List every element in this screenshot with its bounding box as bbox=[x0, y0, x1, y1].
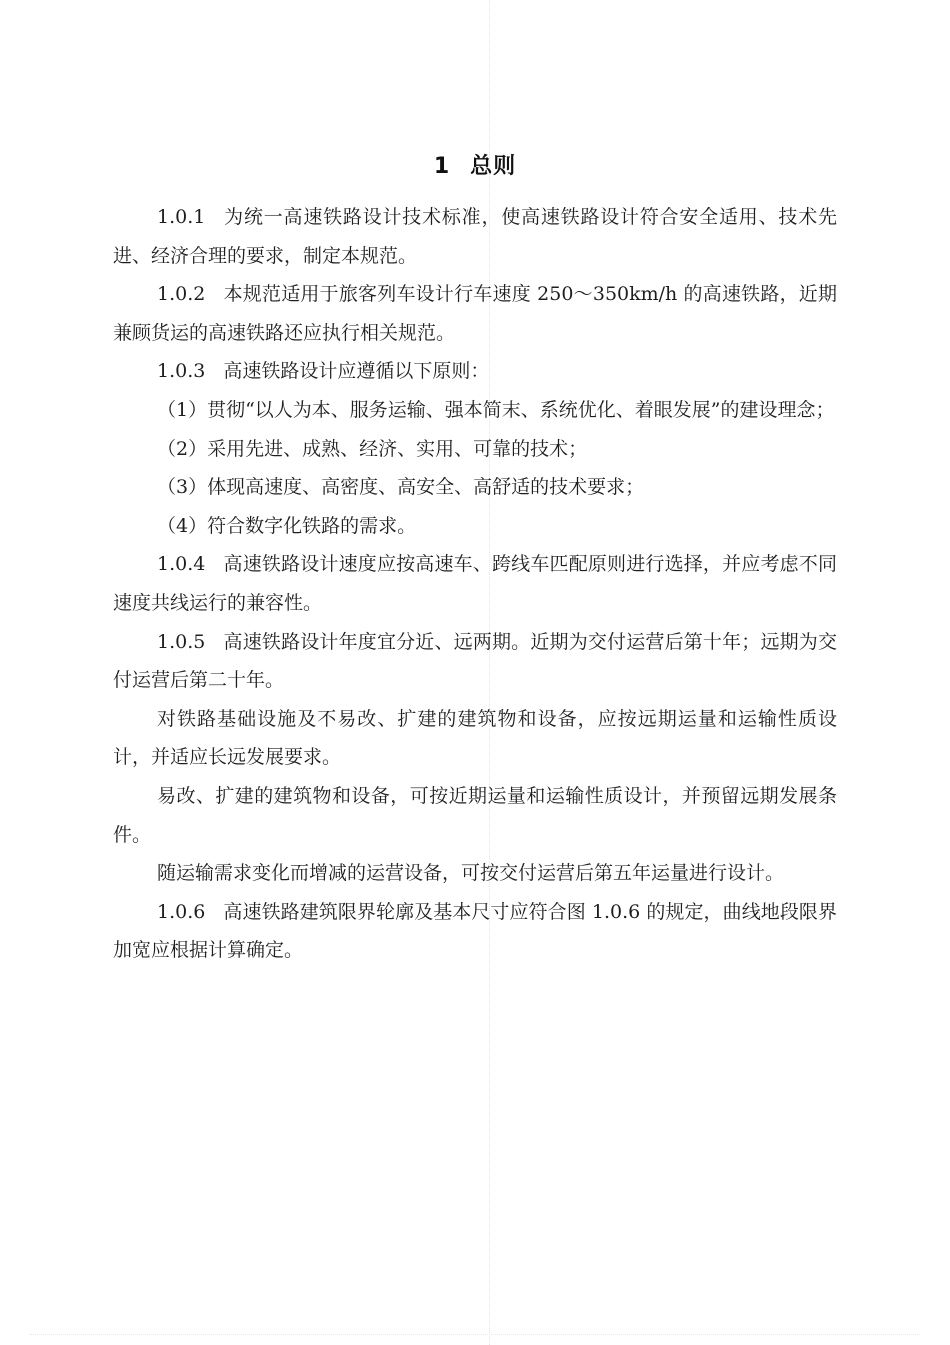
clause-number: 1.0.4 bbox=[157, 553, 206, 576]
principle-item-1 bbox=[113, 391, 837, 430]
paragraph-text: 随运输需求变化而增减的运营设备，可按交付运营后第五年运量进行设计。 bbox=[157, 862, 785, 885]
clause-number: 1.0.5 bbox=[157, 630, 206, 653]
clause-1-0-1 bbox=[113, 198, 837, 275]
clause-number: 1.0.2 bbox=[157, 283, 206, 306]
principle-text: （2）采用先进、成熟、经济、实用、可靠的技术； bbox=[157, 437, 588, 460]
clause-text: 高速铁路设计应遵循以下原则： bbox=[223, 360, 490, 383]
principle-item-4 bbox=[113, 507, 837, 546]
clause-1-0-3 bbox=[113, 352, 837, 391]
chapter-body bbox=[113, 198, 837, 970]
principle-text: （3）体现高速度、高密度、高安全、高舒适的技术要求； bbox=[157, 476, 645, 499]
clause-1-0-4 bbox=[113, 545, 837, 622]
clause-text: 为统一高速铁路设计技术标准，使高速铁路设计符合安全适用、技术先进、经济合理的要求，制定本规范。 bbox=[113, 206, 837, 267]
chapter-title-text: 总则 bbox=[470, 154, 517, 179]
clause-1-0-5-para-2 bbox=[113, 700, 837, 777]
clause-number: 1.0.6 bbox=[157, 900, 206, 923]
clause-1-0-6 bbox=[113, 893, 837, 970]
clause-text: 高速铁路设计速度应按高速车、跨线车匹配原则进行选择，并应考虑不同速度共线运行的兼容性。 bbox=[113, 553, 837, 614]
clause-1-0-2 bbox=[113, 275, 837, 352]
principle-item-3 bbox=[113, 468, 837, 507]
chapter-number: 1 bbox=[433, 154, 451, 179]
scan-bottom-line bbox=[30, 1334, 920, 1335]
clause-1-0-5-para-4 bbox=[113, 854, 837, 893]
clause-text: 高速铁路建筑限界轮廓及基本尺寸应符合图 1.0.6 的规定，曲线地段限界加宽应根据计算确定。 bbox=[113, 900, 837, 962]
paragraph-text: 对铁路基础设施及不易改、扩建的建筑物和设备，应按远期运量和运输性质设计，并适应长远发展要求。 bbox=[113, 707, 837, 769]
clause-text: 本规范适用于旅客列车设计行车速度 250～350km/h 的高速铁路，近期兼顾货运的高速铁路还应执行相关规范。 bbox=[113, 283, 837, 344]
clause-number: 1.0.3 bbox=[157, 360, 206, 383]
principle-text: （4）符合数字化铁路的需求。 bbox=[157, 514, 417, 537]
clause-1-0-5 bbox=[113, 623, 837, 700]
principle-item-2 bbox=[113, 430, 837, 469]
chapter-title bbox=[0, 150, 950, 184]
paragraph-text: 易改、扩建的建筑物和设备，可按近期运量和运输性质设计，并预留远期发展条件。 bbox=[113, 784, 837, 846]
principle-text: （1）贯彻“以人为本、服务运输、强本简末、系统优化、着眼发展”的建设理念； bbox=[157, 398, 835, 421]
clause-number: 1.0.1 bbox=[157, 206, 206, 228]
clause-1-0-5-para-3 bbox=[113, 777, 837, 854]
clause-text: 高速铁路设计年度宜分近、远两期。近期为交付运营后第十年；远期为交付运营后第二十年。 bbox=[113, 630, 837, 692]
